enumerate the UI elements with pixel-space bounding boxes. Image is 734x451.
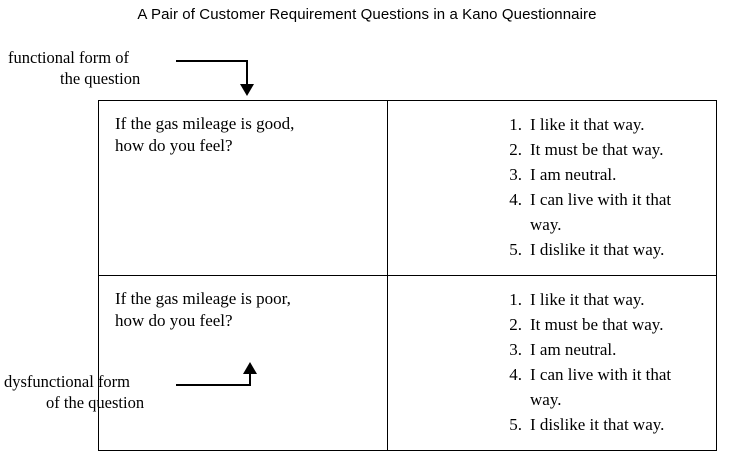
answer-number: 4. — [509, 189, 522, 209]
annotation-dysfunctional-form-line2: of the question — [46, 392, 145, 412]
answer-label: I can live with it that way. — [530, 364, 672, 409]
answer-label: I dislike it that way. — [530, 414, 665, 434]
answer-label: I like it that way. — [530, 115, 645, 134]
answer-label: I am neutral. — [530, 339, 617, 359]
answer-label: It must be that way. — [530, 139, 664, 159]
answers-cell-functional — [388, 101, 717, 276]
list-item — [496, 238, 706, 263]
list-item — [496, 188, 706, 238]
leader-line-top-vertical — [246, 60, 248, 86]
annotation-functional-form — [8, 48, 140, 89]
annotation-functional-form-line1: functional form of — [8, 48, 129, 67]
question-text-line2: how do you feel? — [115, 311, 233, 330]
table-row — [99, 101, 717, 276]
answer-label: It must be that way. — [530, 314, 664, 334]
annotation-dysfunctional-form-line1: dysfunctional form — [4, 372, 131, 391]
figure-title: A Pair of Customer Requirement Questions in a Kano Questionnaire — [137, 6, 597, 23]
question-text-line1: If the gas mileage is poor, — [115, 288, 291, 308]
list-item — [496, 288, 706, 313]
answer-number: 1. — [509, 115, 522, 134]
answer-label: I like it that way. — [530, 289, 645, 309]
question-cell-functional — [99, 101, 388, 276]
question-cell-dysfunctional — [99, 275, 388, 450]
answer-number: 3. — [509, 339, 522, 359]
answer-number: 2. — [509, 139, 522, 159]
answer-label: I dislike it that way. — [530, 239, 665, 259]
answer-number: 4. — [509, 364, 522, 384]
list-item — [496, 138, 706, 163]
arrow-down-icon — [240, 84, 254, 96]
list-item — [496, 338, 706, 363]
answer-list — [388, 101, 716, 275]
answer-label: I am neutral. — [530, 164, 617, 184]
answers-cell-dysfunctional — [388, 275, 717, 450]
list-item — [496, 363, 706, 413]
question-text-line1: If the gas mileage is good, — [115, 114, 295, 133]
answer-number: 5. — [509, 239, 522, 259]
answer-number: 3. — [509, 164, 522, 184]
list-item — [496, 163, 706, 188]
answer-number: 1. — [509, 289, 522, 309]
list-item — [496, 413, 706, 438]
answer-label: I can live with it that way. — [530, 189, 672, 234]
list-item — [496, 313, 706, 338]
list-item — [496, 113, 706, 138]
answer-number: 2. — [509, 314, 522, 334]
kano-questionnaire-table — [98, 100, 717, 451]
leader-line-top-horizontal — [176, 60, 248, 62]
answer-number: 5. — [509, 414, 522, 434]
annotation-functional-form-line2: the question — [60, 68, 141, 88]
table-row — [99, 275, 717, 450]
question-text-line2: how do you feel? — [115, 136, 233, 156]
